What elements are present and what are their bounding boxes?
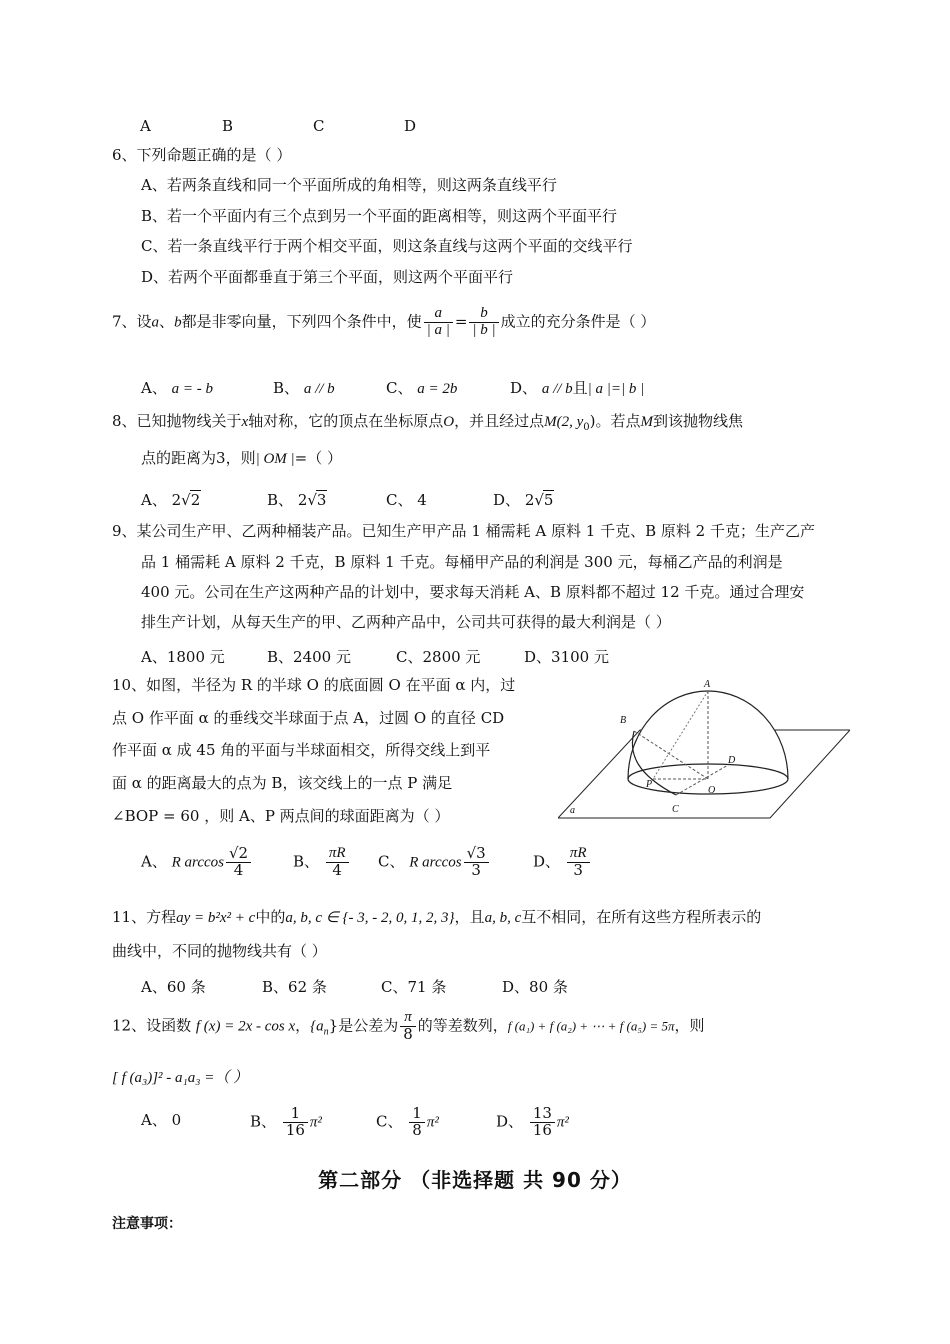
q9-line-2: 品 1 桶需耗 A 原料 2 千克，B 原料 1 千克。每桶甲产品的利润是 300 元，每桶乙产品的利润是	[141, 553, 783, 571]
q9-option-d: D、3100 元	[524, 648, 609, 666]
q8-option-a: A、 2√2	[141, 491, 201, 509]
q11-option-b: B、62 条	[262, 978, 327, 996]
q12-option-c: C、 $\frac{1}{8}$ π²	[376, 1104, 439, 1139]
label-alpha: a	[570, 805, 575, 816]
q10-option-d: D、 $\frac{\pi R}{3}$	[533, 846, 592, 879]
q7-option-d: D、 a // b且| a |=| b |	[510, 379, 645, 397]
q9-option-c: C、2800 元	[396, 648, 481, 666]
label-c: C	[672, 804, 679, 815]
q6-option-b: B、若一个平面内有三个点到另一个平面的距离相等，则这两个平面平行	[141, 207, 618, 225]
choice-a: A	[140, 117, 151, 135]
label-d: D	[728, 755, 736, 766]
q12-line-1: 12、设函数 f (x) = 2x - cos x，$\{a_n\}$是公差为 $\frac{\pi}{8}$ 的等差数列，f (a₁) + f (a₂) + ⋯ + f (a₅) = 5π，则	[112, 1009, 705, 1043]
q6-option-c: C、若一条直线平行于两个相交平面，则这条直线与这两个平面的交线平行	[141, 237, 633, 255]
part-two-title: 第二部分 （非选择题 共 90 分）	[318, 1168, 632, 1192]
q10-option-b: B、 $\frac{\pi R}{4}$	[293, 846, 351, 879]
q10-line-5: ∠BOP = 60 ，则 A、P 两点间的球面距离为（ ）	[112, 807, 450, 825]
q6-stem: 6、下列命题正确的是（ ）	[112, 146, 292, 164]
q8-option-d: D、 2√5	[493, 491, 554, 509]
label-p: P	[646, 779, 653, 790]
label-a: A	[704, 679, 711, 690]
choice-c: C	[313, 117, 325, 135]
q9-line-1: 9、某公司生产甲、乙两种桶装产品。已知生产甲产品 1 桶需耗 A 原料 1 千克、B 原料 2 千克；生产乙产	[112, 522, 815, 540]
hemisphere-dome	[628, 691, 788, 779]
choice-d: D	[404, 117, 417, 135]
q11-option-a: A、60 条	[141, 978, 206, 996]
q10-line-2: 点 O 作平面 α 的垂线交半球面于点 A，过圆 O 的直径 CD	[112, 709, 505, 727]
q9-line-4: 排生产计划，从每天生产的甲、乙两种产品中，公司共可获得的最大利润是（ ）	[141, 613, 671, 631]
q10-line-3: 作平面 α 成 45 角的平面与半球面相交，所得交线上到平	[112, 741, 491, 759]
q7-stem: 7、设a、b都是非零向量，下列四个条件中，使 $\frac{a}{| a |}$ = $\frac{b}{| b |}$ 成立的充分条件是（ ）	[112, 305, 656, 338]
q7-option-a: A、 a = - b	[141, 379, 213, 397]
label-b: B	[620, 715, 627, 726]
q9-line-3: 400 元。公司在生产这两种产品的计划中，要求每天消耗 A、B 原料都不超过 12 千克。通过合理安	[141, 583, 805, 601]
q12-option-b: B、 $\frac{1}{16}$ π²	[250, 1104, 322, 1139]
q6-option-d: D、若两个平面都垂直于第三个平面，则这两个平面平行	[141, 268, 514, 286]
q10-line-4: 面 α 的距离最大的点为 B，该交线上的一点 P 满足	[112, 774, 453, 792]
q6-option-a: A、若两条直线和同一个平面所成的角相等，则这两条直线平行	[141, 176, 557, 194]
notes-heading: 注意事项：	[112, 1216, 182, 1232]
choice-b: B	[222, 117, 234, 135]
q11-option-d: D、80 条	[502, 978, 568, 996]
q8-option-c: C、 4	[386, 491, 427, 509]
q10-line-1: 10、如图，半径为 R 的半球 O 的底面圆 O 在平面 α 内，过	[112, 676, 516, 694]
hemisphere-figure	[558, 675, 850, 821]
q8-line-2: 点的距离为3，则| OM |=（ ）	[141, 449, 342, 467]
q7-fraction-b: $\frac{b}{| b |}$	[469, 306, 498, 339]
q8-line-1: 8、已知抛物线关于x轴对称，它的顶点在坐标原点O，并且经过点M(2, $y_0$)。若点M到该抛物线焦	[112, 412, 744, 433]
q7-option-b: B、 a // b	[273, 379, 335, 397]
q8-option-b: B、 2√3	[267, 491, 327, 509]
q7-option-c: C、 a = 2b	[386, 379, 458, 397]
q10-option-c: C、 R arccos $\frac{√3}{3}$	[378, 846, 491, 879]
q12-option-a: A、 0	[141, 1111, 182, 1129]
label-o: O	[708, 785, 716, 796]
q10-option-a: A、 R arccos $\frac{√2}{4}$	[141, 846, 253, 879]
q11-option-c: C、71 条	[381, 978, 447, 996]
q11-line-1: 11、方程ay = b²x² + c中的a, b, c ∈ {- 3, - 2, 0, 1, 2, 3}，且a, b, c互不相同，在所有这些方程所表示的	[112, 908, 762, 926]
q11-line-2: 曲线中，不同的抛物线共有（ ）	[112, 942, 327, 960]
q9-option-b: B、2400 元	[267, 648, 351, 666]
q7-fraction-a: $\frac{a}{| a |}$	[424, 306, 453, 339]
q12-line-2: [ f (a₃)]² - a₁a₃ =（ ）	[112, 1070, 249, 1086]
q9-option-a: A、1800 元	[141, 648, 225, 666]
q12-common-difference: $\frac{\pi}{8}$	[400, 1010, 416, 1043]
q12-option-d: D、 $\frac{13}{16}$ π²	[496, 1104, 569, 1139]
